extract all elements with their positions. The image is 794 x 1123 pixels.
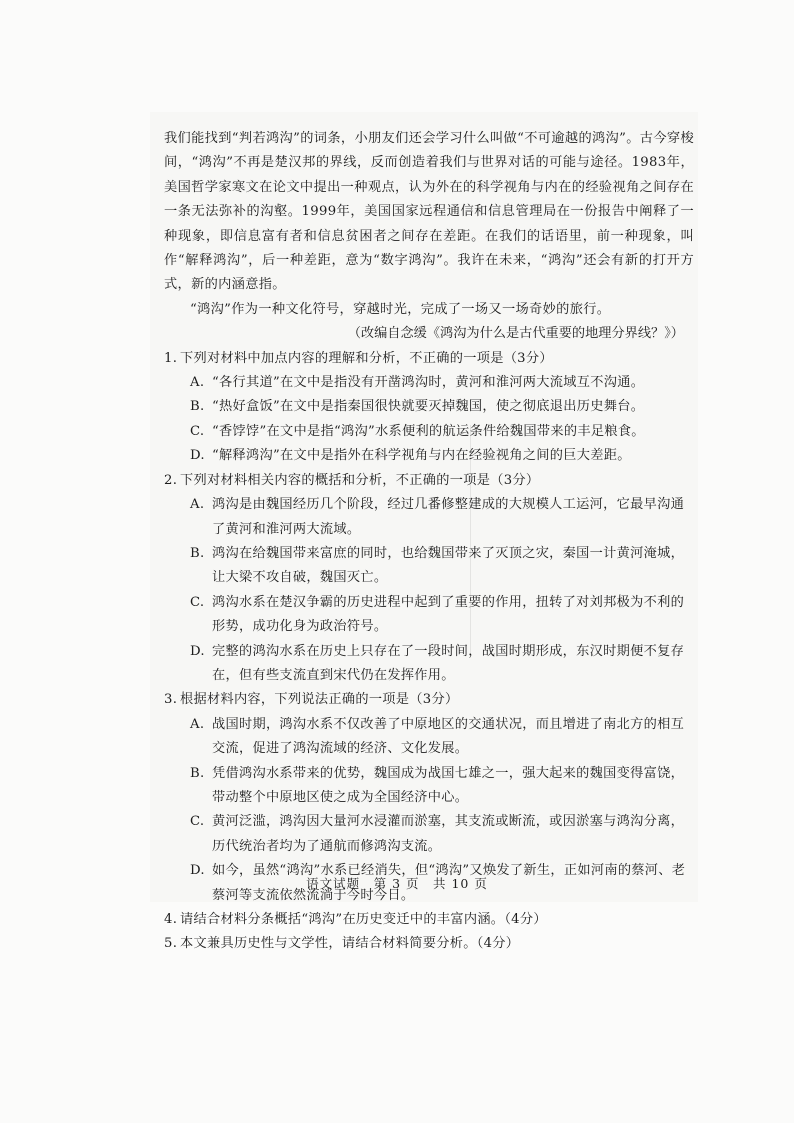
option-a bbox=[164, 371, 694, 395]
page-footer: 语文试题 第 3 页 共 10 页 bbox=[306, 876, 488, 891]
question-5 bbox=[164, 932, 694, 956]
question-number: 1. bbox=[164, 350, 178, 366]
question-2 bbox=[164, 469, 694, 689]
option-text: “热好盒饭”在文中是指秦国很快就要灭掉魏国，使之彻底退出历史舞台。 bbox=[212, 399, 645, 415]
option-label: D. bbox=[190, 643, 205, 659]
option-text: 鸿沟是由魏国经历几个阶段，经过几番修整建成的大规模人工运河，它最早沟通了黄河和淮河两大流域。 bbox=[212, 497, 685, 537]
passage-paragraph-1: 我们能找到“判若鸿沟”的词条，小朋友们还会学习什么叫做“不可逾越的鸿沟”。古今穿梭间，“鸿沟”不再是楚汉邦的界线，反而创造着我们与世界对话的可能与途径。1983年，美国哲学家寒文在论文中提出一种观点，认为外在的科学视角与内在的经验视角之间存在一条无法弥补的沟壑。1999年，美国国家远程通信和信息管理局在一份报告中阐释了一种现象，即信息富有者和信息贫困者之间存在差距。在我们的话语里，前一种现象，叫作“解释鸿沟”，后一种差距，意为“数字鸿沟”。我许在未来，“鸿沟”还会有新的打开方式，新的内涵意指。 bbox=[164, 131, 694, 293]
question-stem: 下列对材料中加点内容的理解和分析，不正确的一项是（3分） bbox=[180, 350, 553, 366]
option-text: 战国时期，鸿沟水系不仅改善了中原地区的交通状况，而且增进了南北方的相互交流，促进了鸿沟流域的经济、文化发展。 bbox=[212, 716, 685, 757]
option-text: 黄河泛滥，鸿沟因大量河水浸灌而淤塞，其支流或断流，或因淤塞与鸿沟分离，历代统治者均为了通航而修鸿沟支流。 bbox=[212, 814, 685, 854]
option-label: C. bbox=[190, 814, 205, 830]
option-c bbox=[164, 420, 694, 444]
option-label: B. bbox=[190, 545, 205, 561]
passage-paragraph-2: “鸿沟”作为一种文化符号，穿越时光，完成了一场又一场奇妙的旅行。 bbox=[190, 301, 611, 317]
option-text: “解释鸿沟”在文中是指外在科学视角与内在经验视角之间的巨大差距。 bbox=[212, 448, 631, 464]
option-text: “各行其道”在文中是指没有开凿鸿沟时，黄河和淮河两大流域互不沟通。 bbox=[212, 375, 645, 391]
question-stem: 下列对材料相关内容的概括和分析，不正确的一项是（3分） bbox=[180, 472, 540, 488]
option-text: 鸿沟水系在楚汉争霸的历史进程中起到了重要的作用，扭转了对刘邦极为不利的形势，成功化身为政治符号。 bbox=[212, 594, 685, 635]
option-b bbox=[164, 395, 694, 419]
option-text: 完整的鸿沟水系在历史上只存在了一段时间，战国时期形成，东汉时期便不复存在，但有些支流直到宋代仍在发挥作用。 bbox=[212, 643, 685, 683]
question-number: 3. bbox=[164, 692, 178, 708]
option-text: 鸿沟在给魏国带来富庶的同时，也给魏国带来了灭顶之灾，秦国一计黄河淹城，让大梁不攻自破，魏国灭亡。 bbox=[212, 545, 685, 586]
question-number: 2. bbox=[164, 472, 178, 488]
option-a bbox=[164, 493, 694, 542]
option-label: D. bbox=[190, 863, 205, 879]
option-c bbox=[164, 591, 694, 640]
option-text: 如今，虽然“鸿沟”水系已经消失，但“鸿沟”又焕发了新生，正如河南的蔡河、老蔡河等支流依然流淌于今时今日。 bbox=[212, 863, 686, 903]
option-text: “香饽饽”在文中是指“鸿沟”水系便利的航运条件给魏国带来的丰足粮食。 bbox=[212, 423, 645, 439]
option-label: C. bbox=[190, 594, 205, 610]
question-number: 4. bbox=[164, 912, 178, 927]
question-1 bbox=[164, 347, 694, 469]
question-stem: 请结合材料分条概括“鸿沟”在历史变迁中的丰富内涵。（4分） bbox=[180, 912, 547, 927]
option-text: 凭借鸿沟水系带来的优势，魏国成为战国七雄之一，强大起来的魏国变得富饶，带动整个中原地区使之成为全国经济中心。 bbox=[212, 765, 685, 805]
option-label: B. bbox=[190, 399, 205, 415]
page-content bbox=[164, 127, 694, 957]
option-a bbox=[164, 713, 694, 762]
option-label: A. bbox=[190, 716, 205, 732]
option-d bbox=[164, 640, 694, 689]
question-number: 5. bbox=[164, 936, 178, 952]
option-label: A. bbox=[190, 375, 205, 391]
option-label: D. bbox=[190, 448, 205, 464]
option-d bbox=[164, 444, 694, 468]
option-c bbox=[164, 810, 694, 859]
option-label: C. bbox=[190, 423, 205, 439]
option-label: A. bbox=[190, 497, 205, 513]
option-label: B. bbox=[190, 765, 205, 781]
option-b bbox=[164, 762, 694, 811]
question-stem: 根据材料内容，下列说法正确的一项是（3分） bbox=[180, 692, 459, 708]
question-4 bbox=[164, 908, 694, 932]
question-stem: 本文兼具历史性与文学性，请结合材料简要分析。（4分） bbox=[180, 936, 520, 952]
passage-source: （改编自念缓《鸿沟为什么是古代重要的地理分界线？》） bbox=[347, 326, 684, 342]
option-b bbox=[164, 542, 694, 591]
